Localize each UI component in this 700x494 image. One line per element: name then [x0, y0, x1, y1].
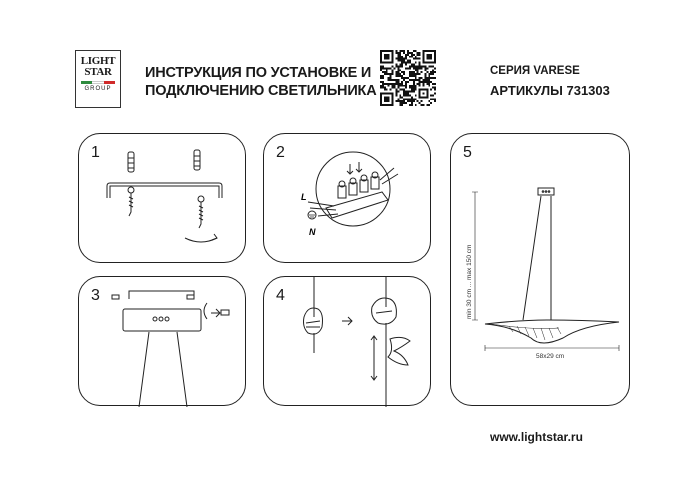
- logo-line-3: GROUP: [84, 86, 112, 92]
- step-5-illustration: [451, 134, 631, 407]
- logo-line-2: STAR: [84, 66, 112, 78]
- step-2-illustration: [264, 134, 432, 264]
- wall-plug-icon: [194, 150, 200, 170]
- step-3-illustration: [79, 277, 247, 407]
- hand-icon: [304, 277, 323, 334]
- title-line-2: ПОДКЛЮЧЕНИЮ СВЕТИЛЬНИКА: [145, 83, 377, 99]
- size-dimension-label: 58x29 cm: [536, 353, 565, 360]
- neutral-wire-label: N: [309, 227, 316, 237]
- series-name: СЕРИЯ VARESE: [490, 65, 580, 77]
- mounting-bracket: [129, 291, 194, 299]
- step-4-illustration: [264, 277, 432, 407]
- wall-plug-icon: [128, 152, 134, 172]
- step-1-panel: [78, 133, 246, 263]
- document-title: [145, 64, 376, 100]
- live-wire-label: L: [301, 192, 307, 202]
- qr-code: [380, 50, 436, 106]
- step-5-panel: [450, 133, 630, 406]
- ceiling-canopy: [123, 309, 201, 331]
- screw-icon: [128, 187, 134, 216]
- next-arrow-icon: [342, 317, 352, 325]
- step-5-number: 5: [463, 144, 472, 161]
- rotate-arrow-icon: [204, 303, 207, 319]
- step-3-number: 3: [91, 287, 100, 304]
- screw-icon: [198, 196, 204, 228]
- step-1-illustration: [79, 134, 247, 264]
- step-3-panel: [78, 276, 246, 406]
- height-adjust-arrow-icon: [371, 336, 377, 380]
- side-screw-icon: [221, 310, 229, 315]
- bracket-screw-icon: [112, 295, 119, 299]
- mounting-bracket: [107, 183, 222, 198]
- suspension-cables: [523, 196, 551, 320]
- step-2-number: 2: [276, 144, 285, 161]
- website-url[interactable]: www.lightstar.ru: [490, 430, 583, 444]
- screwdriver-arrow-icon: [347, 164, 353, 174]
- step-4-number: 4: [276, 287, 285, 304]
- article-numbers: АРТИКУЛЫ 731303: [490, 83, 610, 98]
- width-dimension-line: [485, 345, 619, 351]
- step-1-number: 1: [91, 144, 100, 161]
- suspension-cables: [139, 332, 187, 407]
- logo-line-1: LIGHT: [80, 55, 116, 67]
- step-2-panel: [263, 133, 431, 263]
- logo-flag: [81, 81, 115, 84]
- lamp-body: [485, 320, 619, 343]
- step-4-panel: [263, 276, 431, 406]
- brand-logo: [75, 50, 121, 108]
- title-line-1: ИНСТРУКЦИЯ ПО УСТАНОВКЕ И: [145, 65, 372, 81]
- height-dimension-label: min 30 cm ... max 150 cm: [466, 244, 473, 319]
- ceiling-canopy: [538, 188, 554, 195]
- hand-icon: [388, 337, 410, 365]
- hand-icon: [372, 277, 397, 324]
